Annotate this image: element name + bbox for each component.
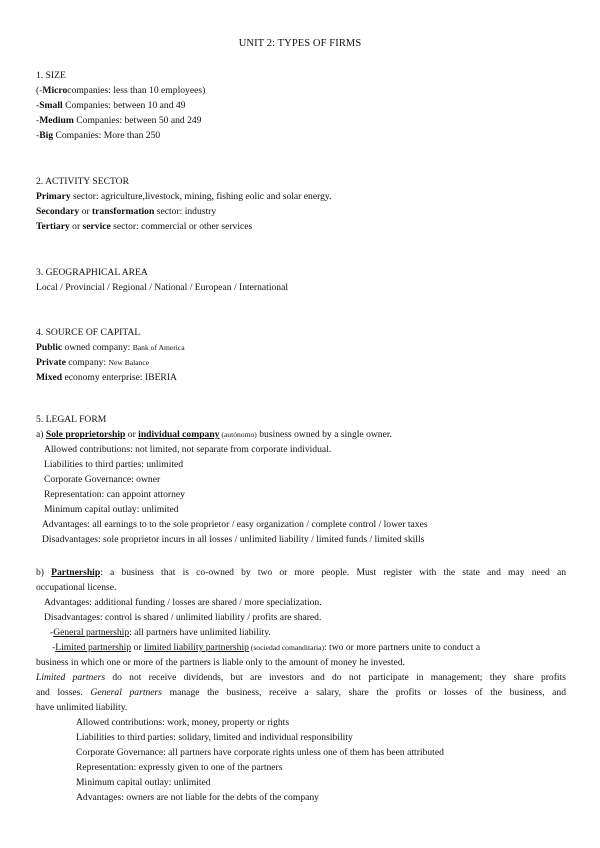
term: service: [82, 221, 111, 232]
text: manage the business, receive a salary, share the profits or losses of the business, and: [162, 687, 566, 698]
text: business owned by a single owner.: [256, 429, 392, 440]
text: sector: commercial or other services: [110, 221, 253, 232]
term: Private: [36, 357, 66, 368]
text: owned company:: [62, 342, 133, 353]
section-size: [36, 68, 566, 143]
text: -: [36, 100, 40, 111]
size-small: [36, 98, 566, 113]
list-item: Allowed contributions: work, money, property or rights: [76, 717, 290, 728]
text: sector: industry: [154, 206, 217, 217]
text: do not receive dividends, but are investors and do not participate in management; they share profits: [105, 672, 566, 683]
note-text: (sociedad comanditaria): [248, 643, 324, 652]
capital-private: [36, 355, 566, 370]
term: limited liability partnership: [143, 642, 249, 653]
text: Companies: between 10 and 49: [62, 100, 186, 111]
page-title: UNIT 2: TYPES OF FIRMS: [238, 38, 362, 49]
sector-secondary: [36, 204, 566, 219]
term: Secondary: [36, 206, 80, 217]
term: Tertiary: [36, 221, 70, 232]
size-big: [36, 128, 566, 143]
partnership-definition-cont: occupational license.: [36, 582, 117, 593]
term: Partnership: [51, 567, 101, 578]
legal-form-a-title: [36, 427, 566, 442]
example-text: New Balance: [108, 358, 150, 367]
term: Big: [39, 130, 54, 141]
size-medium: [36, 113, 566, 128]
term: Medium: [39, 115, 74, 126]
partnership-definition: [36, 565, 566, 580]
text: (-: [36, 85, 43, 96]
text: or: [125, 429, 139, 440]
text: company:: [65, 357, 109, 368]
section-heading: 2. ACTIVITY SECTOR: [36, 176, 130, 187]
section-heading: 1. SIZE: [36, 70, 66, 81]
term: Mixed: [36, 372, 63, 383]
disadvantages-line: Disadvantages: control is shared / unlimited liability / profits are shared.: [44, 612, 322, 623]
text: -: [50, 627, 54, 638]
capital-public: [36, 340, 566, 355]
text: : two or more partners unite to conduct a: [323, 642, 481, 653]
term: Sole proprietorship: [45, 429, 126, 440]
term: Small: [39, 100, 63, 111]
capital-mixed: [36, 370, 566, 385]
advantages-line: Advantages: additional funding / losses are shared / more specialization.: [44, 597, 322, 608]
list-item: Representation: expressly given to one of the partners: [76, 762, 283, 773]
term: transformation: [91, 206, 155, 217]
partners-paragraph-line-2: [36, 685, 566, 700]
term: General partnership: [53, 627, 130, 638]
partners-paragraph-line-3: have unlimited liability.: [36, 702, 128, 713]
limited-partnership-line: [36, 640, 566, 655]
section-heading: 4. SOURCE OF CAPITAL: [36, 327, 141, 338]
disadvantages-line: Disadvantages: sole proprietor incurs in all losses / unlimited liability / limited funds / limited skills: [42, 534, 425, 545]
text: a): [36, 429, 46, 440]
term: Limited partnership: [55, 642, 132, 653]
general-partnership-line: [36, 625, 566, 640]
term: Public: [36, 342, 63, 353]
list-item: Advantages: owners are not liable for the debts of the company: [76, 792, 319, 803]
section-activity-sector: [36, 174, 566, 234]
example-text: Bank of America: [132, 343, 185, 352]
term: Limited partners: [36, 672, 106, 683]
text: : all partners have unlimited liability.: [129, 627, 271, 638]
list-item: Minimum capital outlay: unlimited: [44, 504, 179, 515]
sector-primary: [36, 189, 566, 204]
partners-paragraph-line-1: [36, 670, 566, 685]
section-legal-form: [36, 412, 566, 547]
text: economy enterprise: IBERIA: [62, 372, 177, 383]
text: : a business that is co-owned by two or more people. Must register with the state and may need an: [100, 567, 566, 578]
list-item: Liabilities to third parties: solidary, limited and individual responsibility: [76, 732, 353, 743]
text: -: [52, 642, 56, 653]
legal-form-b: [36, 565, 566, 805]
size-micro: [36, 83, 566, 98]
text: -: [36, 115, 40, 126]
list-item: Allowed contributions: not limited, not separate from corporate individual.: [44, 444, 332, 455]
list-item: Corporate Governance: all partners have corporate rights unless one of them has been attributed: [76, 747, 444, 758]
text: Companies: between 50 and 249: [73, 115, 202, 126]
list-item: Liabilities to third parties: unlimited: [44, 459, 184, 470]
note-text: (autónomo): [219, 430, 257, 439]
text: or: [131, 642, 144, 653]
section-source-of-capital: [36, 325, 566, 385]
section-geographical-area: [36, 265, 566, 295]
geo-line: Local / Provincial / Regional / National / European / International: [36, 282, 289, 293]
sector-tertiary: [36, 219, 566, 234]
term: Primary: [36, 191, 71, 202]
text: -: [36, 130, 40, 141]
term: Micro: [42, 85, 68, 96]
text: b): [36, 567, 52, 578]
section-heading: 5. LEGAL FORM: [36, 414, 107, 425]
list-item: Minimum capital outlay: unlimited: [76, 777, 211, 788]
list-item: Representation: can appoint attorney: [44, 489, 185, 500]
term: General partners: [90, 687, 163, 698]
limited-partnership-line-cont: business in which one or more of the partners is liable only to the amount of money he invested.: [36, 657, 406, 668]
list-item: Corporate Governance: owner: [44, 474, 161, 485]
text: or: [69, 221, 83, 232]
advantages-line: Advantages: all earnings to to the sole proprietor / easy organization / complete control / lower taxes: [42, 519, 428, 530]
text: sector: agriculture,livestock, mining, fishing eolic and solar energy.: [70, 191, 332, 202]
text: or: [79, 206, 92, 217]
text: and losses.: [36, 687, 91, 698]
section-heading: 3. GEOGRAPHICAL AREA: [36, 267, 148, 278]
text: companies: less than 10 employees): [67, 85, 206, 96]
text: Companies: More than 250: [53, 130, 161, 141]
term: individual company: [138, 429, 220, 440]
